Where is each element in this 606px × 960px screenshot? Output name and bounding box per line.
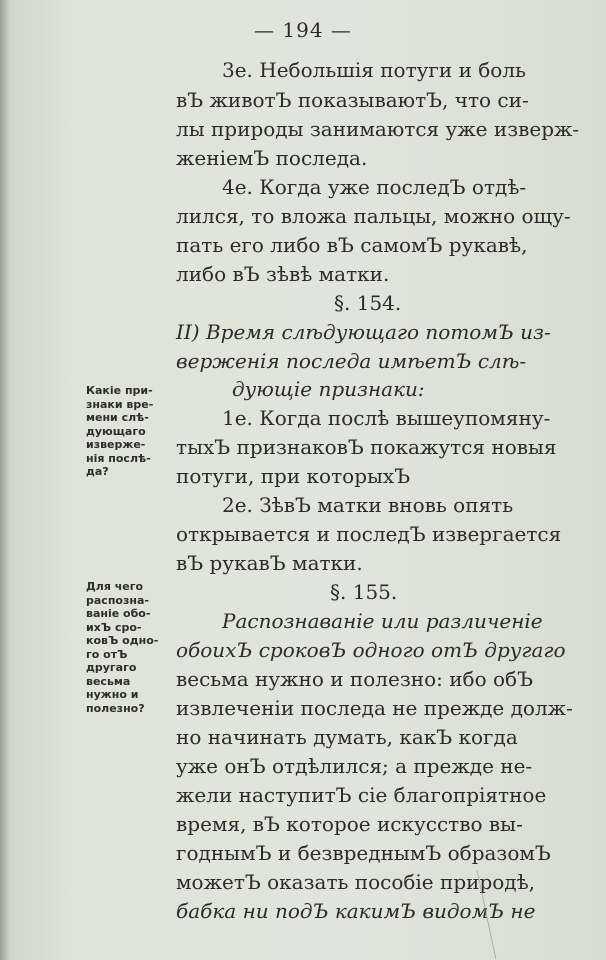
- text-line: потуги, при которыхЪ: [176, 464, 411, 488]
- text-line: женіемЪ последа.: [176, 146, 368, 170]
- text-line: лы природы занимаются уже изверж-: [176, 117, 580, 141]
- text-line: бабка ни подЪ какимЪ видомЪ не: [176, 899, 536, 923]
- text-line: тыхЪ признаковЪ покажутся новыя: [176, 435, 557, 459]
- margin-note-line: Какіе при-: [86, 384, 153, 397]
- text-line: 2е. ЗѣвЪ матки вновь опять: [222, 493, 514, 517]
- margin-note-line: го отЪ: [86, 647, 128, 661]
- margin-note-line: распозна-: [86, 593, 149, 607]
- text-line: жели наступитЪ сіе благопріятное: [176, 783, 547, 807]
- margin-note-line: полезно?: [86, 701, 145, 715]
- text-line: можетЪ оказать пособіе природѣ,: [176, 870, 536, 894]
- text-line: верженія последа имѣетЪ слѣ-: [176, 349, 527, 373]
- section-heading: §. 155.: [330, 580, 398, 604]
- margin-note-line: да?: [86, 465, 109, 478]
- text-line: вЪ животЪ показываютЪ, что си-: [176, 88, 529, 112]
- margin-note-line: изверже-: [86, 438, 146, 451]
- margin-note-line: нія послѣ-: [86, 451, 151, 465]
- margin-note-line: дующаго: [86, 424, 146, 438]
- margin-note-line: ихЪ сро-: [86, 620, 142, 634]
- text-line: уже онЪ отдѣлился; а прежде не-: [176, 754, 533, 778]
- text-line: 4е. Когда уже последЪ отдѣ-: [222, 175, 527, 199]
- text-line: весьма нужно и полезно: ибо обЪ: [176, 667, 533, 691]
- text-line: Распознаваніе или различеніе: [222, 609, 543, 633]
- text-line: лился, то вложа пальцы, можно ощу-: [176, 204, 571, 228]
- text-line: дующіе признаки:: [232, 377, 425, 401]
- text-line: либо вЪ зѣвѣ матки.: [176, 262, 390, 286]
- margin-note-line: другаго: [86, 661, 137, 674]
- text-line: время, вЪ которое искусство вы-: [176, 812, 523, 836]
- page-number: — 194 —: [254, 18, 352, 42]
- text-line: 3е. Небольшія потуги и боль: [222, 58, 526, 82]
- text-line: 1е. Когда послѣ вышеупомяну-: [222, 406, 551, 430]
- text-line: годнымЪ и безвреднымЪ образомЪ: [176, 841, 551, 865]
- text-line: II) Время слѣдующаго потомЪ из-: [176, 320, 551, 344]
- binding-shadow: [0, 0, 10, 960]
- margin-note-line: ковЪ одно-: [86, 634, 159, 647]
- margin-note-line: нужно и: [86, 688, 139, 701]
- text-line: открывается и последЪ извергается: [176, 522, 562, 546]
- margin-note-line: Для чего: [86, 580, 144, 593]
- margin-note: [86, 384, 168, 479]
- margin-note-line: знаки вре-: [86, 397, 154, 411]
- text-line: пать его либо вЪ самомЪ рукавѣ,: [176, 233, 528, 257]
- margin-note-line: весьма: [86, 674, 131, 688]
- margin-note-line: мени слѣ-: [86, 411, 149, 424]
- text-line: обоихЪ сроковЪ одного отЪ другаго: [176, 638, 566, 662]
- section-heading: §. 154.: [334, 291, 402, 315]
- text-line: вЪ рукавЪ матки.: [176, 551, 363, 575]
- text-line: но начинать думать, какЪ когда: [176, 725, 518, 749]
- margin-note-line: ваніе обо-: [86, 607, 151, 620]
- margin-note: [86, 580, 168, 715]
- text-line: извлеченіи последа не прежде долж-: [176, 696, 573, 720]
